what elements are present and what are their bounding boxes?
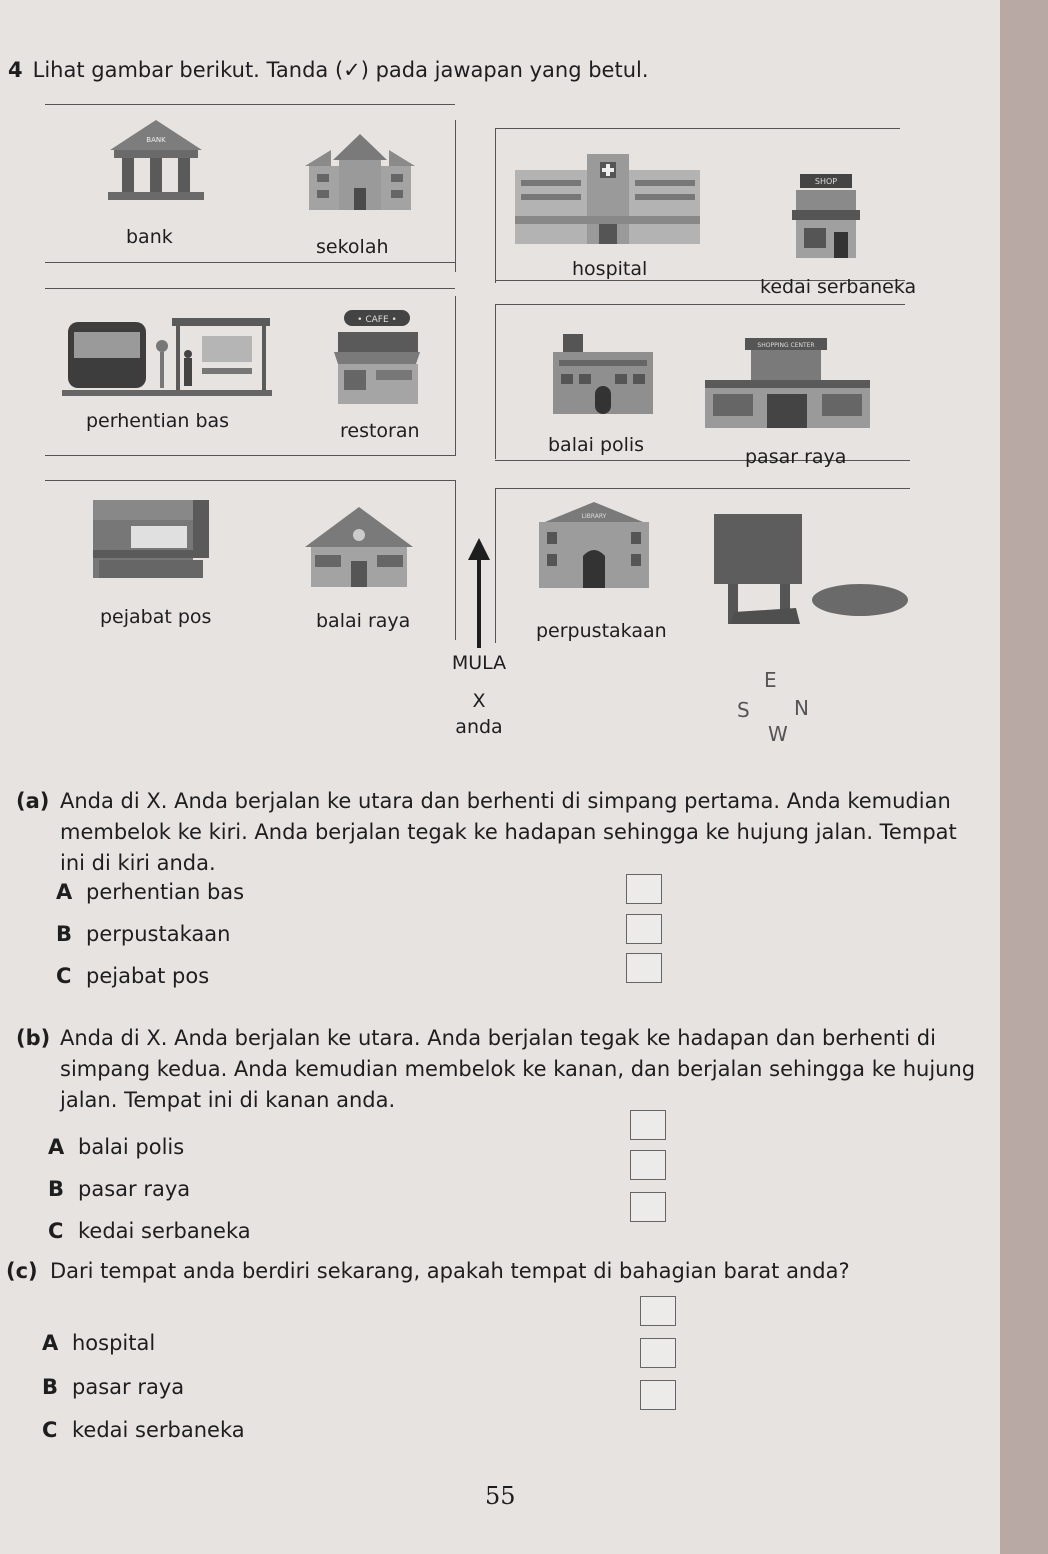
map-line (495, 488, 910, 489)
page-number: 55 (485, 1482, 516, 1510)
checkbox-c-a[interactable] (640, 1296, 676, 1326)
checkbox-a-a[interactable] (626, 874, 662, 904)
page-edge (1000, 0, 1048, 1554)
checkbox-c-c[interactable] (640, 1380, 676, 1410)
handwritten-w: W (768, 722, 788, 746)
question-a-label: (a) (16, 789, 50, 813)
you-label: anda (455, 716, 503, 738)
map-line (45, 455, 455, 456)
map-line (455, 480, 456, 640)
question-number: 4 (8, 58, 23, 82)
option-a-c: C pejabat pos (56, 964, 210, 988)
handwritten-s: S (737, 698, 750, 722)
checkbox-a-b[interactable] (626, 914, 662, 944)
option-a-b: B perpustakaan (56, 922, 231, 946)
question-c-label: (c) (6, 1259, 38, 1283)
hospital-illustration (515, 154, 700, 246)
map-line (45, 262, 455, 263)
checkbox-b-c[interactable] (630, 1192, 666, 1222)
bus-stop-illustration (62, 312, 272, 396)
school-illustration (305, 130, 415, 212)
signboard-pond-illustration (710, 508, 910, 628)
handwritten-n: N (794, 696, 809, 720)
cafe-sign: • CAFE • (357, 315, 397, 325)
community-hall-illustration (305, 505, 413, 587)
question-b-label: (b) (16, 1026, 51, 1050)
label-bus-stop: perhentian bas (86, 410, 230, 432)
label-hospital: hospital (572, 258, 648, 280)
map-line (455, 296, 456, 456)
label-library: perpustakaan (536, 620, 667, 642)
question-c-text: Dari tempat anda berdiri sekarang, apakah tempat di bahagian barat anda? (50, 1259, 850, 1283)
map-line (495, 128, 900, 129)
label-community-hall: balai raya (316, 610, 411, 632)
label-supermarket: pasar raya (745, 446, 847, 468)
option-a-a: A perhentian bas (56, 880, 245, 904)
map-line (495, 304, 905, 305)
option-b-a: A balai polis (48, 1135, 185, 1159)
label-kedai-serbaneka: kedai serbaneka (760, 276, 917, 298)
option-c-a: A hospital (42, 1331, 156, 1355)
convenience-store-illustration (790, 170, 862, 260)
label-post-office: pejabat pos (100, 606, 212, 628)
question-a-text: Anda di X. Anda berjalan ke utara dan berhenti di simpang pertama. Anda kemudian membelok ke kiri. Anda berjalan tegak ke hadapan sehingga ke hujung jalan. Tempat ini di kiri anda. (60, 789, 957, 875)
question-title (8, 58, 649, 82)
library-illustration (535, 500, 653, 590)
map-line (45, 288, 455, 289)
question-b-text: Anda di X. Anda berjalan ke utara. Anda berjalan tegak ke hadapan dan berhenti di simpang kedua. Anda kemudian membelok ke kanan, dan berjalan sehingga ke hujung jalan. Tempat ini di kanan anda. (60, 1026, 976, 1112)
post-office-illustration (93, 500, 213, 582)
north-arrow (462, 536, 496, 648)
start-label: MULA (451, 652, 507, 674)
map-line (495, 460, 910, 461)
shop-sign: SHOP (814, 177, 838, 186)
map-line (495, 304, 496, 459)
bank-sign: BANK (146, 136, 166, 144)
handwritten-e: E (764, 668, 777, 692)
bank-illustration (100, 114, 212, 206)
map-line (495, 128, 496, 283)
map-line (45, 104, 455, 105)
option-b-c: C kedai serbaneka (48, 1219, 251, 1243)
label-police-station: balai polis (548, 434, 645, 456)
checkbox-b-b[interactable] (630, 1150, 666, 1180)
police-station-illustration (553, 330, 653, 414)
question-b (16, 1023, 976, 1116)
checkbox-c-b[interactable] (640, 1338, 676, 1368)
option-c-b: B pasar raya (42, 1375, 185, 1399)
label-bank: bank (126, 226, 173, 248)
map-line (45, 480, 455, 481)
x-marker: X (472, 690, 486, 712)
question-a (16, 786, 976, 879)
question-c (6, 1256, 966, 1287)
restaurant-illustration (330, 310, 425, 406)
option-c-c: C kedai serbaneka (42, 1418, 245, 1442)
checkbox-a-c[interactable] (626, 953, 662, 983)
question-instruction: Lihat gambar berikut. Tanda (✓) pada jawapan yang betul. (32, 58, 649, 82)
option-b-b: B pasar raya (48, 1177, 191, 1201)
label-school: sekolah (316, 236, 389, 258)
library-sign: LIBRARY (581, 513, 607, 520)
supermarket-illustration (705, 338, 870, 428)
mall-sign: SHOPPING CENTER (757, 342, 815, 349)
map-line (455, 120, 456, 272)
label-restaurant: restoran (340, 420, 420, 442)
checkbox-b-a[interactable] (630, 1110, 666, 1140)
